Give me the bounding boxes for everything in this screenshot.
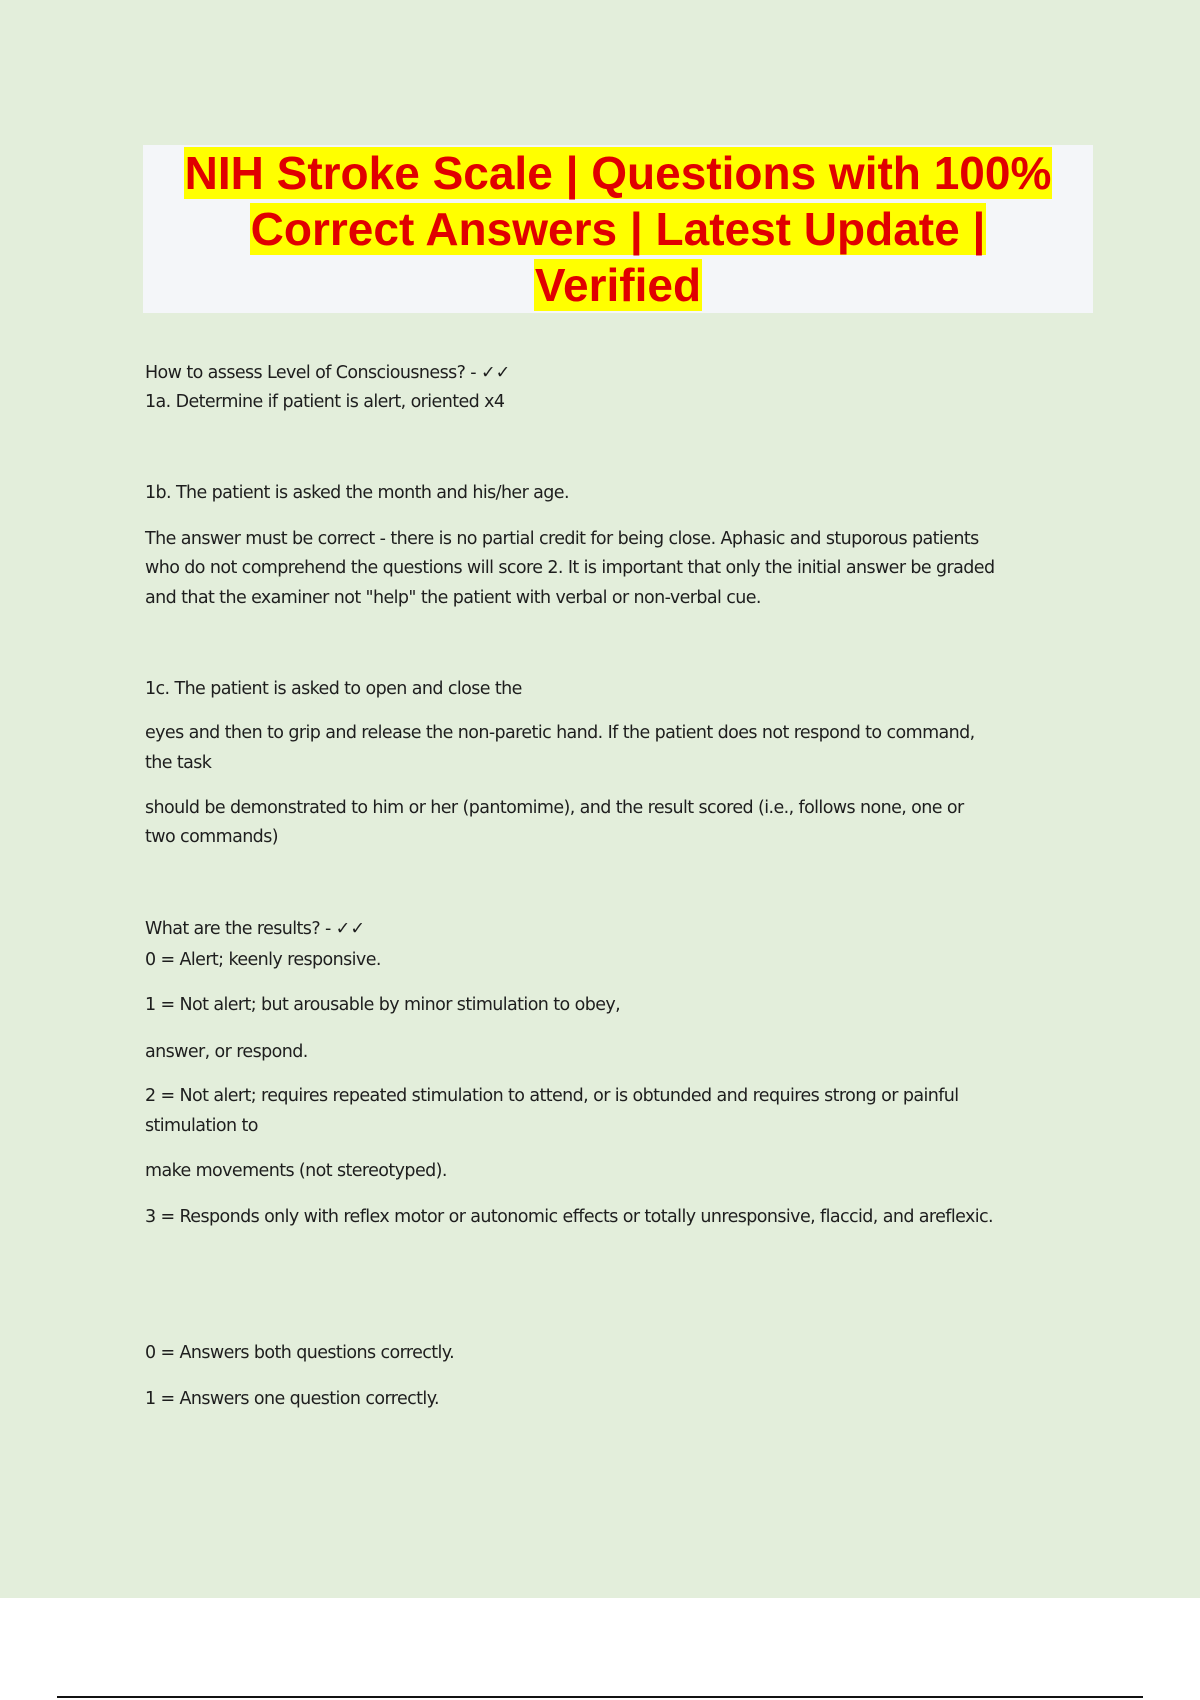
double-check-icon: ✓✓ <box>335 919 365 939</box>
paragraph-1b-line-2: who do not comprehend the questions will score 2. It is important that only the initial answer be graded <box>145 558 995 578</box>
question-level-of-consciousness: How to assess Level of Consciousness? - ✓✓ <box>145 363 511 383</box>
title-box <box>143 145 1093 313</box>
title-line-3: Verified <box>534 259 702 311</box>
title-line-2: Correct Answers | Latest Update | <box>250 203 986 255</box>
paragraph-1b-line-3: and that the examiner not "help" the patient with verbal or non-verbal cue. <box>145 588 761 608</box>
score-1-answers: 1 = Answers one question correctly. <box>145 1389 439 1409</box>
double-check-icon: ✓✓ <box>480 363 511 383</box>
paragraph-1c-line-1: eyes and then to grip and release the non-paretic hand. If the patient does not respond to command, <box>145 723 975 743</box>
question-results: What are the results? - ✓✓ <box>145 919 365 939</box>
result-2-line-3: make movements (not stereotyped). <box>145 1161 447 1181</box>
paragraph-1c-line-2: the task <box>145 753 212 773</box>
score-0-answers: 0 = Answers both questions correctly. <box>145 1343 455 1363</box>
title-line-1: NIH Stroke Scale | Questions with 100% <box>184 147 1052 199</box>
paragraph-1c-line-3: should be demonstrated to him or her (pantomime), and the result scored (i.e., follows none, one or <box>145 798 964 818</box>
result-3: 3 = Responds only with reflex motor or autonomic effects or totally unresponsive, flaccid, and areflexic. <box>145 1207 993 1227</box>
answer-1b: 1b. The patient is asked the month and his/her age. <box>145 483 569 503</box>
footer-rule <box>57 1696 1143 1698</box>
paragraph-1b-line-1: The answer must be correct - there is no partial credit for being close. Aphasic and stuporous patients <box>145 529 979 549</box>
result-1-line-2: answer, or respond. <box>145 1042 308 1062</box>
document-title <box>143 145 1093 313</box>
result-2-line-2: stimulation to <box>145 1116 258 1136</box>
paragraph-1c-line-4: two commands) <box>145 827 278 847</box>
answer-1c: 1c. The patient is asked to open and close the <box>145 679 522 699</box>
result-1-line-1: 1 = Not alert; but arousable by minor stimulation to obey, <box>145 995 621 1015</box>
result-2-line-1: 2 = Not alert; requires repeated stimulation to attend, or is obtunded and requires strong or painful <box>145 1086 959 1106</box>
result-0: 0 = Alert; keenly responsive. <box>145 950 381 970</box>
answer-1a: 1a. Determine if patient is alert, oriented x4 <box>145 392 505 412</box>
